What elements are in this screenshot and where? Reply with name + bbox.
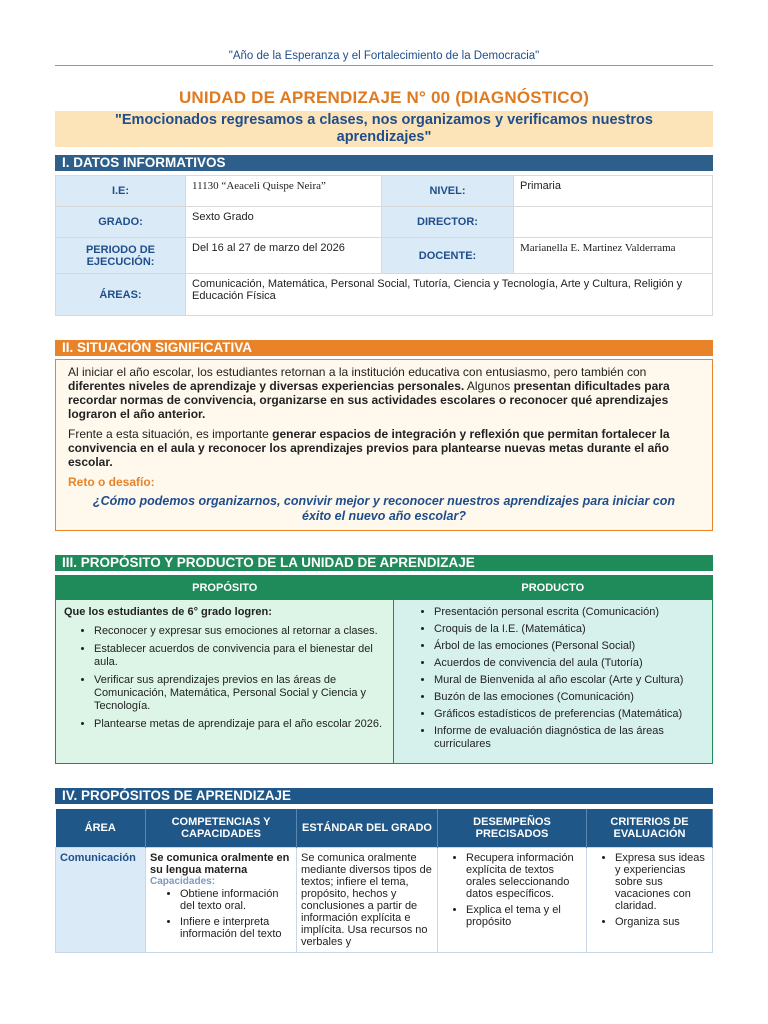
areas-label: ÁREAS: [56, 274, 186, 316]
grado-label: GRADO: [56, 207, 186, 238]
unit-title: UNIDAD DE APRENDIZAJE N° 00 (DIAGNÓSTICO) [178, 88, 590, 107]
ie-value: 11130 “Aeaceli Quispe Neira” [186, 176, 382, 207]
list-item: • Árbol de las emociones (Personal Social) [434, 640, 704, 653]
situacion-text: Algunos [464, 379, 514, 393]
area-cell: Comunicación [56, 848, 146, 953]
list-item: • Obtiene información del texto oral. [180, 888, 292, 912]
criterios-cell [587, 848, 713, 953]
desempenos-cell [438, 848, 587, 953]
area-header: ÁREA [56, 809, 146, 848]
list-item: • Recupera información explícita de textos orales seleccionando datos específicos. [466, 852, 582, 900]
section-datos-informativos-title: I. DATOS INFORMATIVOS [55, 155, 713, 171]
list-item: • Organiza sus [615, 916, 708, 928]
list-item: • Infiere e interpreta información del texto [180, 916, 292, 940]
periodo-value: Del 16 al 27 de marzo del 2026 [186, 238, 382, 274]
list-item: • Gráficos estadísticos de preferencias (Matemática) [434, 708, 704, 721]
situacion-bold: diferentes niveles de aprendizaje y diversas experiencias personales. [68, 379, 465, 393]
situacion-paragraph-2 [68, 427, 700, 469]
year-motto: "Año de la Esperanza y el Fortalecimiento de la Democracia" [228, 50, 540, 62]
situacion-text: Frente a esta situación, es importante [68, 427, 273, 441]
competencia-title: Se comunica oralmente en su lengua materna [150, 852, 290, 876]
list-item: • Reconocer y expresar sus emociones al retornar a clases. [94, 625, 385, 638]
producto-list [402, 606, 704, 751]
producto-cell [394, 600, 713, 764]
situacion-bold: generar espacios de integración y reflexión que permitan fortalecer la convivencia en el aula y reconocer los aprendizajes previos para plantearse nuevas metas durante el año escolar. [68, 427, 670, 469]
director-value [514, 207, 713, 238]
document-page [55, 0, 713, 953]
docente-value: Marianella E. Martinez Valderrama [514, 238, 713, 274]
capacidades-label: Capacidades: [150, 876, 216, 887]
list-item: • Establecer acuerdos de convivencia para el bienestar del aula. [94, 643, 385, 669]
propositos-aprendizaje-table [55, 809, 713, 953]
docente-label: DOCENTE: [382, 238, 514, 274]
criterios-header: CRITERIOS DE EVALUACIÓN [587, 809, 713, 848]
producto-header: PRODUCTO [394, 576, 713, 601]
proposito-intro: Que los estudiantes de 6° grado logren: [64, 606, 272, 618]
list-item: • Expresa sus ideas y experiencias sobre sus vacaciones con claridad. [615, 852, 708, 912]
desempenos-header: DESEMPEÑOS PRECISADOS [438, 809, 587, 848]
periodo-label: PERIODO DE EJECUCIÓN: [56, 238, 186, 274]
unit-subtitle: "Emocionados regresamos a clases, nos organizamos y verificamos nuestros aprendizajes" [55, 111, 713, 147]
criterios-list [591, 852, 708, 928]
director-label: DIRECTOR: [382, 207, 514, 238]
list-item: • Plantearse metas de aprendizaje para el año escolar 2026. [94, 718, 385, 731]
competencias-header: COMPETENCIAS Y CAPACIDADES [146, 809, 297, 848]
section-situacion-title: II. SITUACIÓN SIGNIFICATIVA [55, 340, 713, 356]
datos-informativos-table [55, 175, 713, 316]
situacion-text: Al iniciar el año escolar, los estudiantes retornan a la institución educativa con entusiasmo, pero también con [68, 365, 647, 379]
capacidades-list [150, 888, 292, 940]
list-item: • Buzón de las emociones (Comunicación) [434, 691, 704, 704]
ie-label: I.E: [56, 176, 186, 207]
grado-value: Sexto Grado [186, 207, 382, 238]
list-item: • Informe de evaluación diagnóstica de las áreas curriculares [434, 725, 704, 751]
list-item: • Explica el tema y el propósito [466, 904, 582, 928]
list-item: • Croquis de la I.E. (Matemática) [434, 623, 704, 636]
proposito-cell [56, 600, 394, 764]
situacion-bold: presentan dificultades para recordar normas de convivencia, organizarse en sus actividades escolares o reconocer qué aprendizajes lograron el año anterior. [68, 379, 670, 421]
section-proposito-producto-title: III. PROPÓSITO Y PRODUCTO DE LA UNIDAD DE APRENDIZAJE [55, 555, 713, 571]
situacion-paragraph-1 [68, 365, 700, 421]
desempenos-list [442, 852, 582, 928]
header-divider [55, 65, 713, 66]
list-item: • Presentación personal escrita (Comunicación) [434, 606, 704, 619]
proposito-list [64, 625, 385, 731]
list-item: • Acuerdos de convivencia del aula (Tutoría) [434, 657, 704, 670]
areas-value: Comunicación, Matemática, Personal Social, Tutoría, Ciencia y Tecnología, Arte y Cultura, Religión y Educación Física [186, 274, 713, 316]
estandar-header: ESTÁNDAR DEL GRADO [297, 809, 438, 848]
estandar-cell: Se comunica oralmente mediante diversos tipos de textos; infiere el tema, propósito, hechos y conclusiones a partir de información explícita e implícita. Usa recursos no verbales y [297, 848, 438, 953]
reto-question: ¿Cómo podemos organizarnos, convivir mejor y reconocer nuestros aprendizajes para iniciar con éxito el nuevo año escolar? [92, 494, 676, 523]
list-item: • Verificar sus aprendizajes previos en las áreas de Comunicación, Matemática, Personal Social y Ciencia y Tecnología. [94, 674, 385, 713]
reto-label: Reto o desafío: [68, 475, 155, 489]
section-propositos-aprendizaje-title: IV. PROPÓSITOS DE APRENDIZAJE [55, 788, 713, 804]
list-item: • Mural de Bienvenida al año escolar (Arte y Cultura) [434, 674, 704, 687]
proposito-header: PROPÓSITO [56, 576, 394, 601]
nivel-label: NIVEL: [382, 176, 514, 207]
competencias-cell [146, 848, 297, 953]
situacion-box [55, 359, 713, 531]
proposito-producto-table [55, 575, 713, 764]
nivel-value: Primaria [514, 176, 713, 207]
